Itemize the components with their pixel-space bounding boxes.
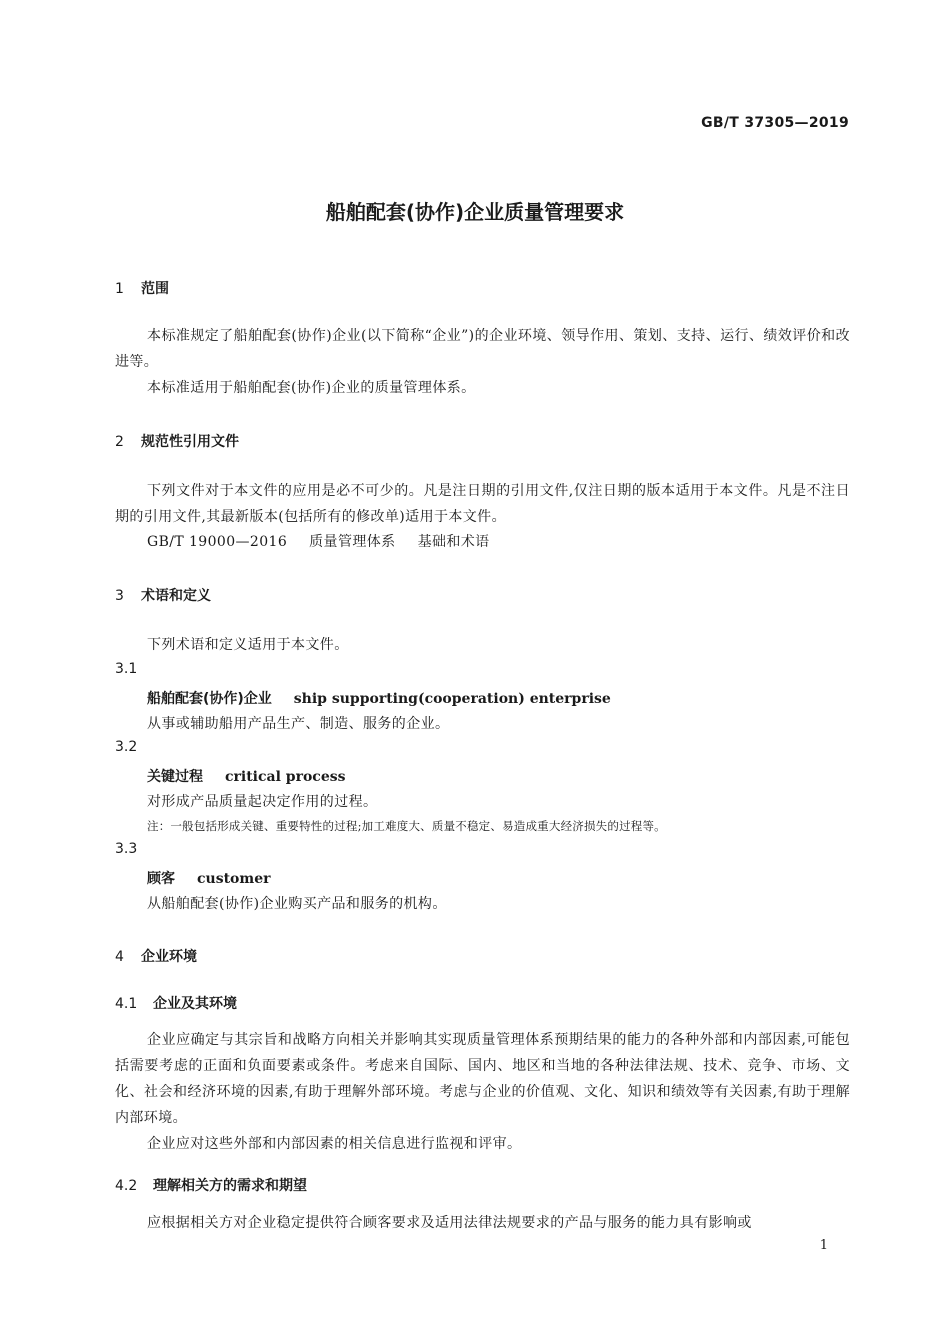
reference-entry [147,531,490,551]
section-number: 2 [115,434,124,450]
subsection-4-1-heading [115,993,237,1013]
section-4-heading [115,946,197,966]
page-number: 1 [819,1238,828,1253]
scope-paragraph-1: 本标准规定了船舶配套(协作)企业(以下简称“企业”)的企业环境、领导作用、策划、支持、运行、绩效评价和改进等。 [115,328,850,370]
subsection-title: 企业及其环境 [153,996,237,1012]
subsection-number: 4.2 [115,1178,138,1194]
stakeholder-paragraph: 应根据相关方对企业稳定提供符合顾客要求及适用法律法规要求的产品与服务的能力具有影响或 [147,1215,752,1231]
term-chinese: 关键过程 [147,769,203,785]
environment-paragraph-2: 企业应对这些外部和内部因素的相关信息进行监视和评审。 [147,1136,522,1152]
term-entry [147,766,346,786]
term-definition: 从事或辅助船用产品生产、制造、服务的企业。 [147,716,450,732]
environment-paragraph-1: 企业应确定与其宗旨和战略方向相关并影响其实现质量管理体系预期结果的能力的各种外部和内部因素,可能包括需要考虑的正面和负面要素或条件。考虑来自国际、国内、地区和当地的各种法律法规、技术、竞争、市场、文化、社会和经济环境的因素,有助于理解外部环境。考虑与企业的价值观、文化、知识和绩效等有关因素,有助于理解内部环境。 [115,1032,850,1126]
section-2-heading [115,431,239,451]
section-number: 1 [115,281,124,297]
section-title: 范围 [141,281,169,297]
term-chinese: 顾客 [147,871,175,887]
term-english: ship supporting(cooperation) enterprise [293,691,611,707]
subsection-number: 4.1 [115,996,138,1012]
references-paragraph: 下列文件对于本文件的应用是必不可少的。凡是注日期的引用文件,仅注日期的版本适用于本文件。凡是不注日期的引用文件,其最新版本(包括所有的修改单)适用于本文件。 [115,483,850,525]
document-title: 船舶配套(协作)企业质量管理要求 [325,200,625,224]
scope-paragraph-2: 本标准适用于船舶配套(协作)企业的质量管理体系。 [147,380,476,396]
terms-intro: 下列术语和定义适用于本文件。 [147,637,349,653]
subsection-title: 理解相关方的需求和期望 [153,1178,307,1194]
term-note: 注：一般包括形成关键、重要特性的过程;加工难度大、质量不稳定、易造成重大经济损失的过程等。 [147,819,666,833]
term-entry [147,688,611,708]
term-english: critical process [225,769,346,785]
reference-title-1: 质量管理体系 [309,534,396,550]
term-number: 3.1 [115,661,138,677]
section-number: 4 [115,949,124,965]
term-definition: 从船舶配套(协作)企业购买产品和服务的机构。 [147,896,447,912]
section-title: 企业环境 [141,949,197,965]
term-english: customer [197,871,271,887]
section-1-heading [115,278,169,298]
reference-code: GB/T 19000—2016 [147,534,288,550]
subsection-4-2-heading [115,1175,307,1195]
section-title: 规范性引用文件 [141,434,239,450]
term-number: 3.2 [115,739,138,755]
term-number: 3.3 [115,841,138,857]
standard-code: GB/T 37305—2019 [701,115,849,131]
section-title: 术语和定义 [141,588,211,604]
section-number: 3 [115,588,124,604]
term-entry [147,868,271,888]
term-chinese: 船舶配套(协作)企业 [147,691,272,707]
term-definition: 对形成产品质量起决定作用的过程。 [147,794,378,810]
reference-title-2: 基础和术语 [417,534,490,550]
section-3-heading [115,585,211,605]
